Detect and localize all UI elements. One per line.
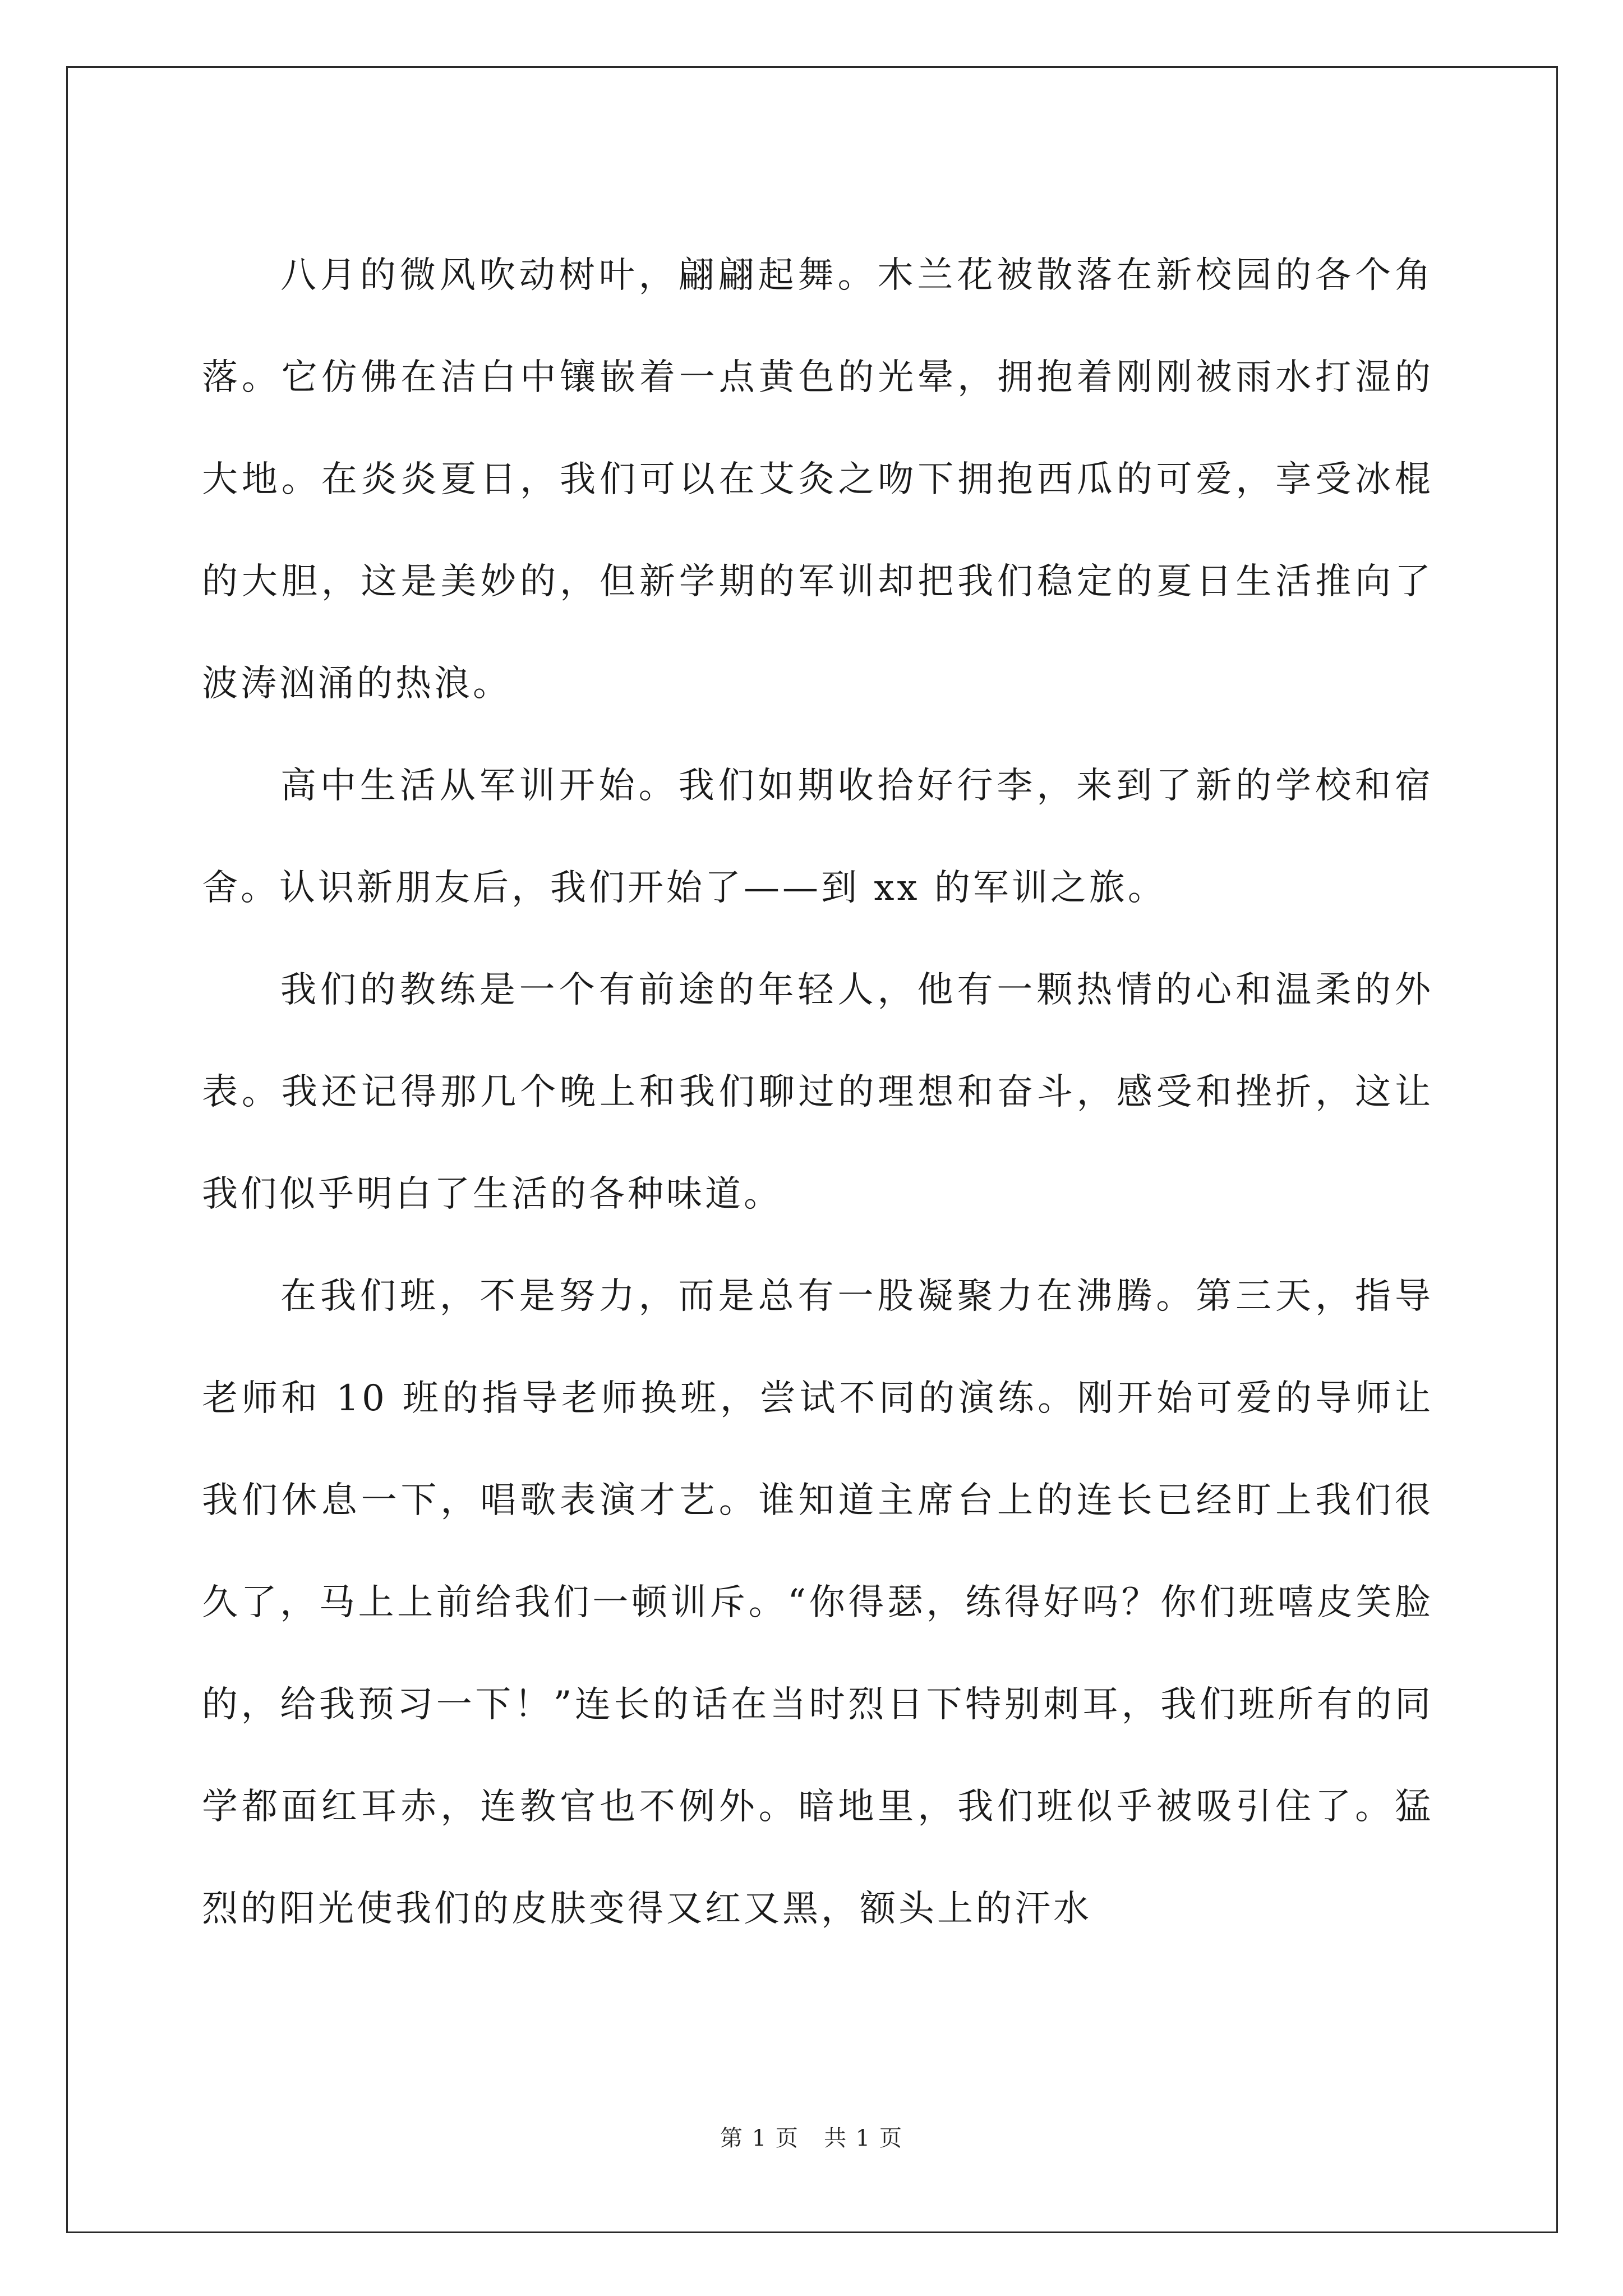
paragraph-1: 八月的微风吹动树叶，翩翩起舞。木兰花被散落在新校园的各个角落。它仿佛在洁白中镶嵌着一点黄色的光晕，拥抱着刚刚被雨水打湿的大地。在炎炎夏日，我们可以在艾灸之吻下拥抱西瓜的可爱，享受冰棍的大胆，这是美妙的，但新学期的军训却把我们稳定的夏日生活推向了波涛汹涌的热浪。	[202, 255, 1433, 705]
document-body	[202, 224, 1433, 1960]
page-number-current: 第 1 页	[720, 2125, 799, 2151]
paragraph-2: 高中生活从军训开始。我们如期收拾好行李，来到了新的学校和宿舍。认识新朋友后，我们开始了——到 xx 的军训之旅。	[202, 765, 1433, 909]
page-number-total: 共 1 页	[824, 2125, 903, 2151]
page-footer	[0, 2120, 1623, 2152]
paragraph-4: 在我们班，不是努力，而是总有一股凝聚力在沸腾。第三天，指导老师和 10 班的指导老师换班，尝试不同的演练。刚开始可爱的导师让我们休息一下，唱歌表演才艺。谁知道主席台上的连长已经盯上我们很久了，马上上前给我们一顿训斥。“你得瑟，练得好吗？你们班嘻皮笑脸的，给我预习一下！”连长的话在当时烈日下特别刺耳，我们班所有的同学都面红耳赤，连教官也不例外。暗地里，我们班似乎被吸引住了。猛烈的阳光使我们的皮肤变得又红又黑，额头上的汗水	[202, 1276, 1433, 1930]
footer-gap	[799, 2125, 824, 2151]
paragraph-3: 我们的教练是一个有前途的年轻人，他有一颗热情的心和温柔的外表。我还记得那几个晚上和我们聊过的理想和奋斗，感受和挫折，这让我们似乎明白了生活的各种味道。	[202, 969, 1433, 1215]
